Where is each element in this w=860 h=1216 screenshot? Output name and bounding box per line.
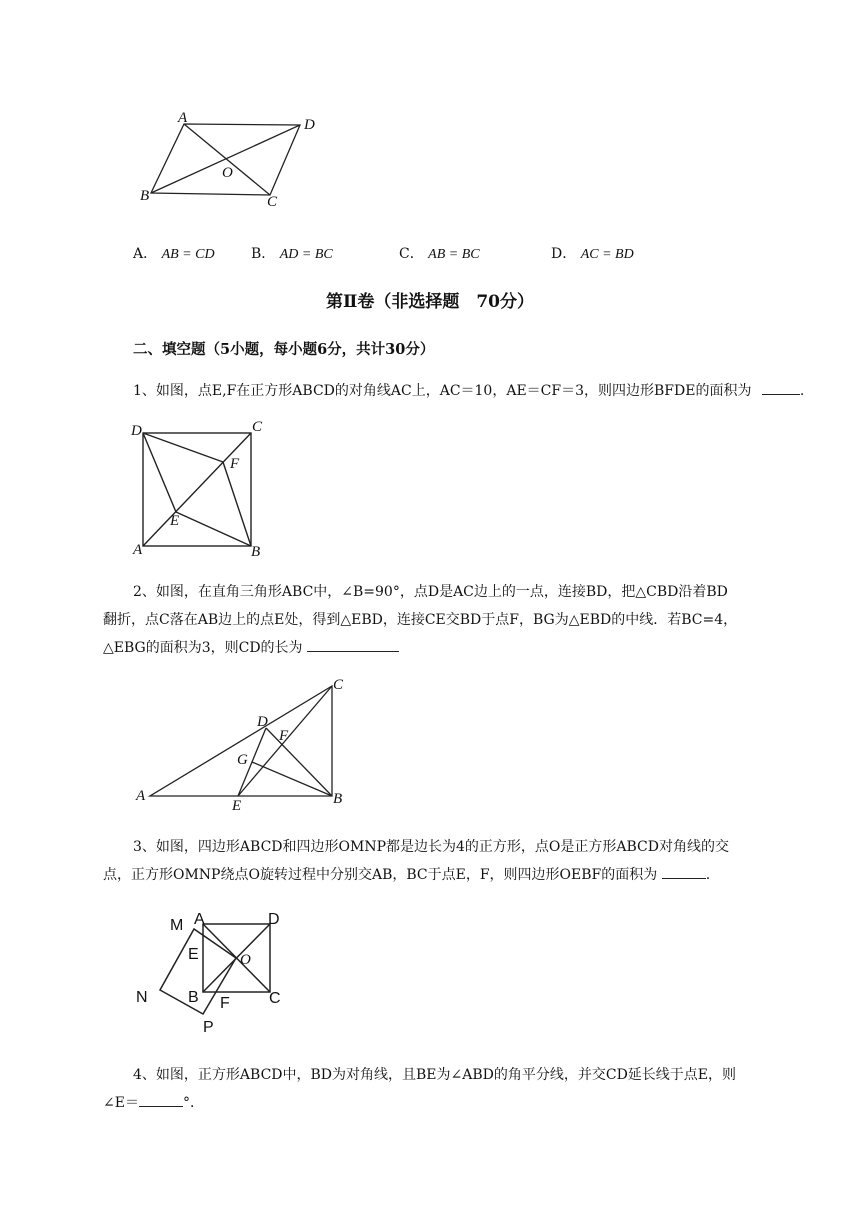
label-D: D bbox=[268, 911, 280, 928]
question-2-line-2: 翻折，点C落在AB边上的点E处，得到△EBD，连接CE交BD于点F，BG为△EBD的中线．若BC=4， bbox=[103, 612, 738, 628]
question-2 bbox=[133, 578, 833, 606]
label-O: O bbox=[222, 165, 233, 181]
label-F: F bbox=[220, 995, 230, 1012]
label-D: D bbox=[257, 714, 268, 730]
figure-parallelogram bbox=[130, 105, 340, 215]
label-G: G bbox=[237, 752, 248, 768]
question-3 bbox=[133, 833, 833, 861]
question-4 bbox=[133, 1061, 833, 1089]
label-E: E bbox=[170, 513, 180, 529]
label-C: C bbox=[252, 419, 263, 435]
label-A: A bbox=[194, 911, 205, 928]
option-d[interactable]: D． AC = BD bbox=[551, 246, 634, 262]
label-D: D bbox=[131, 423, 142, 439]
figure-right-triangle bbox=[134, 672, 354, 812]
label-C: C bbox=[267, 194, 278, 210]
label-A: A bbox=[133, 542, 143, 558]
label-F: F bbox=[230, 456, 240, 472]
label-P: P bbox=[203, 1019, 214, 1036]
label-E: E bbox=[232, 798, 242, 814]
question-1: 1、如图，点E,F在正方形ABCD的对角线AC上，AC＝10，AE＝CF＝3，则四边形BFDE的面积为 . bbox=[133, 377, 823, 405]
section-subheading: 二、填空题（5小题，每小题6分，共计30分） bbox=[133, 341, 435, 358]
label-A: A bbox=[136, 788, 146, 804]
section-title: 第Ⅱ卷（非选择题 70分） bbox=[326, 292, 534, 312]
option-c[interactable]: C． AB = BC bbox=[399, 246, 480, 262]
figure-rotating-squares bbox=[130, 906, 300, 1036]
question-3-line-2: 点，正方形OMNP绕点O旋转过程中分别交AB，BC于点E，F，则四边形OEBF的面积为 bbox=[103, 867, 658, 883]
label-B: B bbox=[251, 544, 261, 560]
label-B: B bbox=[333, 791, 343, 807]
label-A: A bbox=[178, 110, 188, 126]
question-3-continued: 点，正方形OMNP绕点O旋转过程中分别交AB，BC于点E，F，则四边形OEBF的面积为 . bbox=[103, 861, 833, 889]
option-b[interactable]: B． AD = BC bbox=[251, 246, 333, 262]
answer-options bbox=[133, 243, 753, 263]
question-2-continued bbox=[103, 606, 833, 662]
label-C: C bbox=[333, 677, 344, 693]
label-M: M bbox=[170, 917, 184, 934]
figure-square-bfde bbox=[128, 418, 278, 563]
question-3-line-1: 3、如图，四边形ABCD和四边形OMNP都是边长为4的正方形，点O是正方形ABCD对角线的交 bbox=[133, 839, 729, 855]
question-2-answer-blank[interactable] bbox=[307, 635, 399, 652]
label-F: F bbox=[279, 728, 289, 744]
label-C: C bbox=[269, 990, 281, 1007]
label-N: N bbox=[136, 989, 148, 1006]
question-4-line-2-suffix: °． bbox=[182, 1095, 204, 1111]
question-4-line-1: 4、如图，正方形ABCD中，BD为对角线，且BE为∠ABD的角平分线，并交CD延长线于点E，则 bbox=[133, 1067, 737, 1083]
question-4-line-2-prefix: ∠E＝ bbox=[103, 1095, 139, 1111]
question-1-text: 1、如图，点E,F在正方形ABCD的对角线AC上，AC＝10，AE＝CF＝3，则四边形BFDE的面积为 bbox=[133, 383, 752, 399]
question-4-continued bbox=[103, 1089, 833, 1117]
label-B: B bbox=[140, 188, 150, 204]
label-B: B bbox=[188, 989, 199, 1006]
question-1-answer-blank[interactable] bbox=[762, 378, 800, 395]
label-O: O bbox=[240, 952, 251, 968]
question-3-answer-blank[interactable] bbox=[662, 862, 706, 879]
question-4-answer-blank[interactable] bbox=[139, 1090, 183, 1107]
question-2-line-3: △EBG的面积为3，则CD的长为 bbox=[103, 640, 303, 656]
label-D: D bbox=[304, 117, 315, 133]
option-a[interactable]: A． AB = CD bbox=[133, 246, 215, 262]
label-E: E bbox=[188, 946, 199, 963]
question-2-line-1: 2、如图，在直角三角形ABC中，∠B=90°，点D是AC边上的一点，连接BD，把△CBD沿着BD bbox=[133, 584, 728, 600]
